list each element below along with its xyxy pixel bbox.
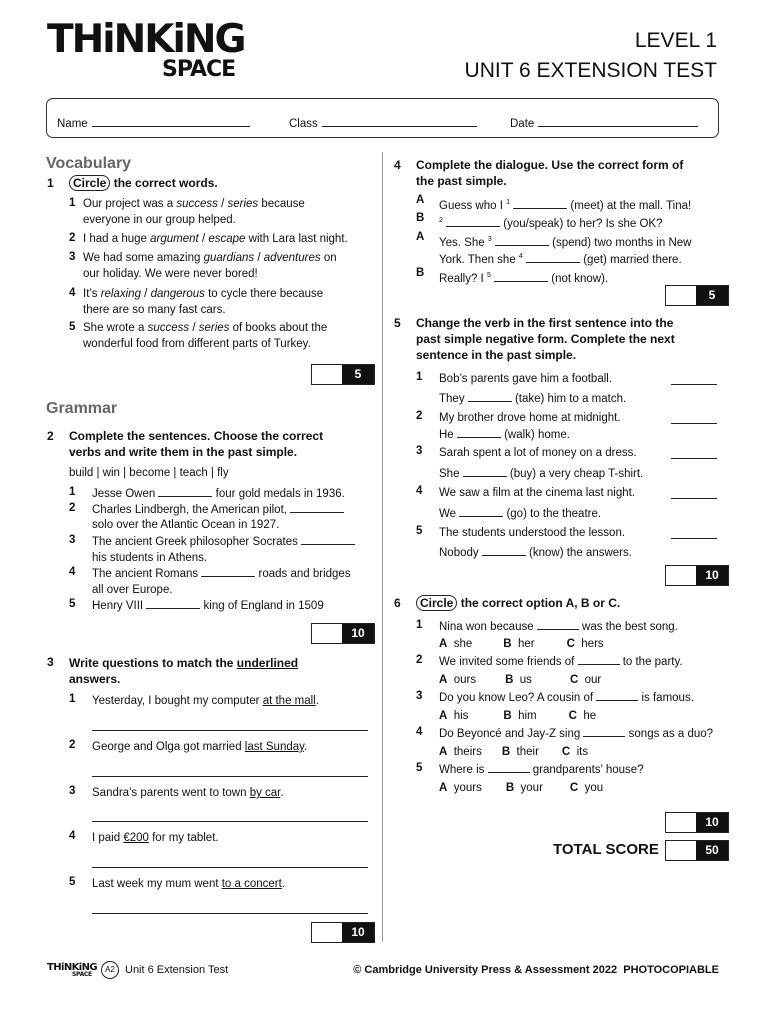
q6-max-score: 10 (696, 813, 728, 832)
q2-max-score: 10 (342, 624, 374, 643)
footer-copyright: © Cambridge University Press & Assessment 2022 PHOTOCOPIABLE (353, 964, 719, 976)
q5-max-score: 10 (696, 566, 728, 585)
q2-item-num: 1 (69, 486, 76, 498)
q6-item-2: We invited some friends of to the party. (439, 656, 683, 668)
q2-item-3: The ancient Greek philosopher Socrates (92, 534, 355, 551)
vocabulary-heading: Vocabulary (46, 155, 132, 172)
footer-logo-thinking: THiNKiNG (47, 962, 97, 973)
q3-answer-line[interactable] (92, 913, 368, 914)
q5-item-5: The students understood the lesson. (439, 527, 626, 539)
q5-instruction-3: sentence in the past simple. (416, 348, 577, 362)
q2-score-box[interactable] (311, 623, 375, 644)
q5-item-num: 2 (416, 410, 423, 422)
q5-score-box[interactable] (665, 565, 729, 586)
q2-item-4-cont: all over Europe. (92, 584, 173, 596)
speaker-a: A (416, 231, 425, 243)
q3-answer-line[interactable] (92, 821, 368, 822)
q5-answer-line[interactable] (671, 538, 717, 539)
q2-item-num: 2 (69, 502, 76, 514)
q3-item-num: 1 (69, 693, 76, 705)
q3-number: 3 (47, 655, 54, 669)
q5-item-5-cont: Nobody (know) the answers. (439, 547, 632, 559)
q6-options-5[interactable]: A yours B your C you (439, 782, 604, 794)
speaker-a: A (416, 194, 425, 206)
unit-title: UNIT 6 EXTENSION TEST (464, 59, 717, 82)
q1-item-3[interactable]: We had some amazing guardians / adventures on (83, 252, 337, 264)
q2-instruction-1: Complete the sentences. Choose the correct (69, 429, 324, 443)
q2-item-4: The ancient Romans roads and bridges (92, 568, 351, 580)
q6-item-num: 4 (416, 726, 423, 738)
q2-instruction-2: verbs and write them in the past simple. (69, 445, 298, 459)
name-label: Name (57, 118, 88, 130)
q1-item-num: 4 (69, 287, 76, 299)
q3-answer-line[interactable] (92, 776, 368, 777)
q6-options-2[interactable]: A ours B us C our (439, 674, 602, 686)
q6-item-num: 3 (416, 690, 423, 702)
q4-instruction-1: Complete the dialogue. Use the correct form of (416, 158, 684, 172)
q5-item-3: Sarah spent a lot of money on a dress. (439, 447, 637, 459)
q1-item-num: 1 (69, 197, 76, 209)
q1-score-box[interactable] (311, 364, 375, 385)
q3-item-num: 5 (69, 876, 76, 888)
q5-item-num: 5 (416, 525, 423, 537)
q6-item-4: Do Beyoncé and Jay-Z sing songs as a duo? (439, 728, 714, 740)
q4-line-4: Really? I $^5$ (not know). (439, 272, 609, 285)
q3-score-box[interactable] (311, 922, 375, 943)
q1-item-num: 5 (69, 321, 76, 333)
footer-test-name: Unit 6 Extension Test (125, 964, 229, 976)
q4-instruction-2: the past simple. (416, 174, 507, 188)
q3-instruction-1: Write questions to match the underlined (69, 656, 299, 670)
q5-number: 5 (394, 316, 401, 330)
q6-options-4[interactable]: A theirs B their C its (439, 746, 589, 758)
q2-item-num: 5 (69, 598, 76, 610)
total-max-score: 50 (696, 841, 728, 860)
total-score-label: TOTAL SCORE (553, 841, 659, 858)
q3-item-num: 2 (69, 739, 76, 751)
q5-instruction-2: past simple negative form. Complete the next (416, 332, 675, 346)
q4-line-3: Yes. She $^3$ (spend) two months in New (439, 236, 692, 249)
q5-answer-line[interactable] (671, 498, 717, 499)
q3-answer-line[interactable] (92, 730, 368, 731)
q2-item-2: Charles Lindbergh, the American pilot, (92, 502, 344, 519)
grammar-heading: Grammar (46, 400, 118, 417)
q4-line-1: Guess who I $^1$ (meet) at the mall. Tina! (439, 199, 692, 212)
q1-item-5[interactable]: She wrote a success / series of books about the (83, 322, 328, 334)
q1-item-3-cont: our holiday. We were never bored! (83, 268, 258, 280)
q5-item-num: 3 (416, 445, 423, 457)
q6-item-num: 1 (416, 619, 423, 631)
q1-item-1[interactable]: Our project was a success / series because (83, 198, 305, 210)
q3-item-5: Last week my mum went to a concert. (92, 878, 286, 890)
q3-item-num: 4 (69, 830, 76, 842)
q5-item-2: My brother drove home at midnight. (439, 412, 621, 424)
q6-item-1: Nina won because was the best song. (439, 621, 678, 633)
q3-item-3: Sandra’s parents went to town by car. (92, 787, 284, 799)
q2-number: 2 (47, 429, 54, 443)
circle-word: Circle (69, 175, 110, 191)
logo-thinking: THiNKiNG (47, 17, 245, 62)
q3-item-4: I paid €200 for my tablet. (92, 832, 219, 844)
q1-item-4-cont: there are so many fast cars. (83, 304, 226, 316)
q2-item-1: Jesse Owen four gold medals in 1936. (92, 488, 345, 500)
q1-item-num: 3 (69, 251, 76, 263)
q5-item-4-cont: We (go) to the theatre. (439, 508, 602, 520)
q4-line-2: $^2$ (you/speak) to her? Is she OK? (439, 217, 663, 230)
q6-item-num: 2 (416, 654, 423, 666)
class-label: Class (289, 118, 318, 130)
q6-options-1[interactable]: A she B her C hers (439, 638, 604, 650)
q3-answer-line[interactable] (92, 867, 368, 868)
q1-instruction: Circle the correct words. (69, 175, 218, 191)
q6-instruction: Circle the correct option A, B or C. (416, 595, 620, 611)
q1-item-4[interactable]: It’s relaxing / dangerous to cycle there because (83, 288, 324, 300)
q3-item-1: Yesterday, I bought my computer at the mall. (92, 695, 319, 707)
q5-item-1: Bob’s parents gave him a football. (439, 373, 613, 385)
column-divider (382, 152, 383, 942)
q5-answer-line[interactable] (671, 458, 717, 459)
q1-item-1-cont: everyone in our group helped. (83, 214, 236, 226)
q1-item-2[interactable]: I had a huge argument / escape with Lara last night. (83, 233, 348, 245)
q4-number: 4 (394, 158, 401, 172)
q4-score-box[interactable] (665, 285, 729, 306)
q1-number: 1 (47, 176, 54, 190)
circle-word: Circle (416, 595, 457, 611)
level-title: LEVEL 1 (634, 29, 717, 52)
q3-item-num: 3 (69, 785, 76, 797)
level-badge: A2 (101, 961, 119, 979)
q6-number: 6 (394, 596, 401, 610)
q6-item-5: Where is grandparents’ house? (439, 764, 644, 776)
date-label: Date (510, 118, 535, 130)
q5-answer-line[interactable] (671, 384, 717, 385)
q2-item-num: 4 (69, 566, 76, 578)
q6-item-num: 5 (416, 762, 423, 774)
speaker-b: B (416, 267, 425, 279)
q5-item-num: 1 (416, 371, 423, 383)
logo-space: SPACE (162, 57, 236, 82)
q6-options-3[interactable]: A his B him C he (439, 710, 597, 722)
name-field[interactable] (57, 116, 250, 130)
q1-item-num: 2 (69, 232, 76, 244)
q2-item-3-cont: his students in Athens. (92, 552, 208, 564)
q1-max-score: 5 (342, 365, 374, 384)
q5-item-1-cont: They (take) him to a match. (439, 393, 627, 405)
q5-item-2-cont: He (walk) home. (439, 429, 570, 441)
q3-max-score: 10 (342, 923, 374, 942)
q4-line-3-cont: York. Then she $^4$ (get) married there. (439, 253, 682, 266)
speaker-b: B (416, 212, 425, 224)
q3-instruction-2: answers. (69, 672, 121, 686)
q6-score-box[interactable] (665, 812, 729, 833)
q5-item-3-cont: She (buy) a very cheap T-shirt. (439, 468, 644, 480)
q1-item-5-cont: wonderful food from different parts of Turkey. (83, 338, 311, 350)
date-field[interactable] (510, 116, 698, 130)
total-score-box[interactable] (665, 840, 729, 861)
q5-instruction-1: Change the verb in the first sentence into the (416, 316, 674, 330)
class-field[interactable] (289, 116, 477, 130)
q5-answer-line[interactable] (671, 423, 717, 424)
q5-item-4: We saw a film at the cinema last night. (439, 487, 636, 499)
q2-word-bank: build | win | become | teach | fly (69, 467, 229, 479)
q2-item-2-cont: solo over the Atlantic Ocean in 1927. (92, 519, 280, 531)
q6-item-3: Do you know Leo? A cousin of is famous. (439, 692, 694, 704)
q5-item-num: 4 (416, 485, 423, 497)
q3-item-2: George and Olga got married last Sunday. (92, 741, 308, 753)
q2-item-5: Henry VIII king of England in 1509 (92, 600, 324, 612)
footer-logo-space: SPACE (72, 971, 92, 978)
q2-item-num: 3 (69, 534, 76, 546)
q4-max-score: 5 (696, 286, 728, 305)
